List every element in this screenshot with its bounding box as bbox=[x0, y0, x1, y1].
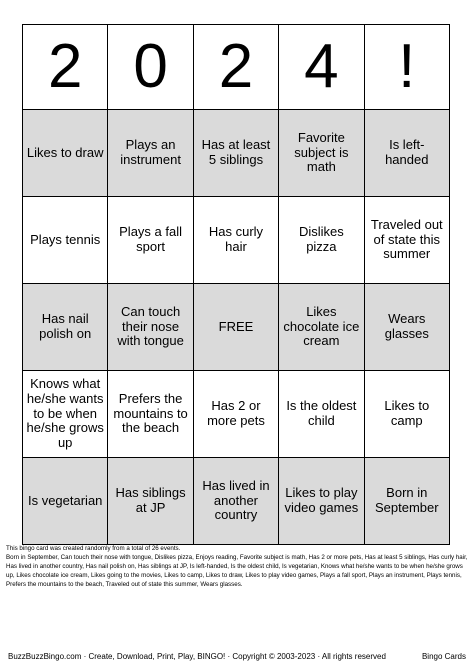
footnote-summary: This bingo card was created randomly from a total of 26 events. bbox=[6, 545, 181, 552]
footer-copyright: BuzzBuzzBingo.com · Create, Download, Print, Play, BINGO! · Copyright © 2003-2023 · All rights reserved bbox=[8, 652, 386, 661]
bingo-cell: Born in September bbox=[364, 458, 449, 545]
bingo-cell: Can touch their nose with tongue bbox=[108, 284, 193, 371]
footnote-event-list: Born in September, Can touch their nose with tongue, Dislikes pizza, Enjoys reading, Favorite subject is math, Has 2 or more pets, Has at least 5 siblings, Has curly hair, Has lived in another country, Has nail polish on, Has siblings at JP, Is left-handed, Is the oldest child, Is vegetarian, Knows what he/she wants to be when he/she grows up, Likes chocolate ice cream, Likes going to the movies, Likes to camp, Likes to draw, Likes to play video games, Plays a fall sport, Plays an instrument, Plays tennis, Prefers the mountains to the beach, Traveled out of state this summer, Wears glasses. bbox=[6, 553, 468, 588]
bingo-cell: Favorite subject is math bbox=[279, 110, 364, 197]
bingo-cell: Plays tennis bbox=[23, 197, 108, 284]
bingo-card bbox=[22, 24, 450, 545]
bingo-cell: Plays a fall sport bbox=[108, 197, 193, 284]
bingo-cell: Has nail polish on bbox=[23, 284, 108, 371]
bingo-row bbox=[23, 110, 450, 197]
footer-bingo-cards: Bingo Cards bbox=[421, 652, 466, 661]
header-cell: 0 bbox=[108, 25, 193, 110]
bingo-cell: Knows what he/she wants to be when he/she grows up bbox=[23, 371, 108, 458]
page-footer bbox=[8, 652, 466, 661]
bingo-cell: Prefers the mountains to the beach bbox=[108, 371, 193, 458]
bingo-cell: Is the oldest child bbox=[279, 371, 364, 458]
header-row bbox=[23, 25, 450, 110]
bingo-cell: Likes chocolate ice cream bbox=[279, 284, 364, 371]
bingo-cell: Has at least 5 siblings bbox=[193, 110, 278, 197]
card-footnote bbox=[6, 545, 468, 590]
bingo-row bbox=[23, 197, 450, 284]
bingo-cell: Plays an instrument bbox=[108, 110, 193, 197]
bingo-row bbox=[23, 458, 450, 545]
bingo-cell: Has siblings at JP bbox=[108, 458, 193, 545]
bingo-row bbox=[23, 284, 450, 371]
bingo-cell: Dislikes pizza bbox=[279, 197, 364, 284]
bingo-cell: Traveled out of state this summer bbox=[364, 197, 449, 284]
bingo-cell: Is vegetarian bbox=[23, 458, 108, 545]
free-space: FREE bbox=[193, 284, 278, 371]
header-cell: 2 bbox=[23, 25, 108, 110]
bingo-row bbox=[23, 371, 450, 458]
bingo-cell: Likes to draw bbox=[23, 110, 108, 197]
bingo-cell: Wears glasses bbox=[364, 284, 449, 371]
header-cell: ! bbox=[364, 25, 449, 110]
bingo-cell: Likes to play video games bbox=[279, 458, 364, 545]
bingo-cell: Has lived in another country bbox=[193, 458, 278, 545]
header-cell: 2 bbox=[193, 25, 278, 110]
bingo-cell: Is left-handed bbox=[364, 110, 449, 197]
bingo-cell: Has 2 or more pets bbox=[193, 371, 278, 458]
bingo-cell: Has curly hair bbox=[193, 197, 278, 284]
bingo-cell: Likes to camp bbox=[364, 371, 449, 458]
header-cell: 4 bbox=[279, 25, 364, 110]
